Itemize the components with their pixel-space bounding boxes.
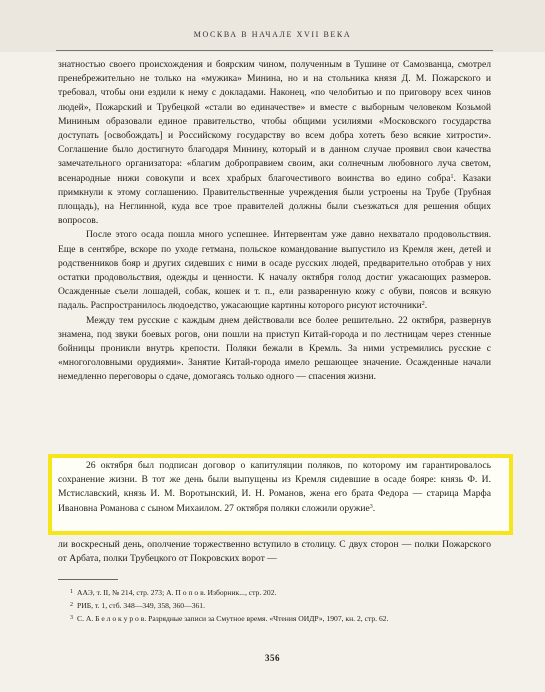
paragraph-tail: . — [424, 300, 428, 312]
paragraph-3 — [58, 314, 491, 385]
footnote-rule — [58, 579, 118, 580]
paragraph-2 — [58, 228, 491, 313]
footnote-number: 3 — [70, 615, 73, 622]
footnote-text: ААЭ, т. II, № 214, стр. 273; А. П о п о в. Изборник..., стр. 202. — [77, 588, 277, 597]
body-text — [58, 58, 491, 385]
highlighted-text — [58, 459, 491, 516]
paragraph-text: 26 октября был подписан договор о капитуляции поляков, по которому им гарантировалось сохранение жизни. В тот же день были выпущены из Кремля сидевшие в осаде бояре: князь Ф. И. Мстиславский, князь И. М. Воротынский, И. Н. Романов, жена его брата Федора — старица Марфа Ивановна Романова с сыном Михаилом. 27 октября поляки сложили оружие — [58, 460, 491, 514]
running-head: МОСКВА В НАЧАЛЕ XVII ВЕКА — [193, 30, 352, 39]
paragraph-1 — [58, 58, 491, 228]
paragraph-tail: . Казаки примкнули к этому соглашению. Правительственные учреждения были устроены на Трубе (Трубная площадь), на Неглинной, куда все трое правителей должны были съезжаться для решения общих вопросов. — [58, 172, 492, 227]
footnote-2 — [70, 599, 491, 612]
paragraph-tail: . — [372, 502, 376, 514]
footnote-3 — [70, 612, 491, 625]
footnote-1 — [70, 586, 491, 599]
paragraph-text: Между тем русские с каждым днем действовали все более решительно. 22 октября, развернув знамена, под звуки боевых рогов, они пошли на приступ Китай-города и по лестницам через стенные бойницы проникли внутрь крепости. Поляки бежали в Кремль. За ними устремились русские с «многоголовными орудиями». Занятие Китай-города имело решающее значение. Осажденные начали немедленно переговоры о сдаче, домогаясь только одного — спасения жизни. — [58, 314, 491, 383]
continued-paragraph — [58, 538, 491, 566]
header-band — [0, 0, 545, 52]
continued-text: ли воскресный день, ополчение торжественно вступило в столицу. С двух сторон — полки Пожарского от Арбата, полки Трубецкого от Покровских ворот — — [58, 539, 491, 565]
page-number: 356 — [265, 653, 280, 663]
footnote-text: РИБ, т. 1, стб. 348—349, 358, 360—361. — [77, 601, 205, 611]
footnote-number: 1 — [70, 589, 73, 595]
footnotes — [70, 586, 491, 626]
header-rule — [56, 50, 493, 51]
highlighted-paragraph — [58, 459, 491, 516]
footnote-ref: 3 — [369, 503, 373, 510]
footnote-ref: 2 — [421, 301, 425, 308]
footnote-text: С. А. Б е л о к у р о в. Разрядные записи за Смутное время. «Чтения ОИДР», 1907, кн. 2, стр. 62. — [77, 614, 389, 624]
paragraph-text: После этого осада пошла много успешнее. Интервентам уже давно нехватало продовольствия. Еще в сентябре, вскоре по уходе гетмана, польское командование выпустило из Кремля жен, детей и родственников бояр и других сидевших с ними в осаде русских людей, предварительно отобрав у них остатки продовольствия, одежды и ценности. К началу октября голод достиг ужасающих размеров. Осажденные съели лошадей, собак, кошек и т. п., ели разваренную кожу с обуви, поясов и всякую падаль. Распространилось людоедство, ужасающие картины которого рисуют источники — [58, 229, 491, 312]
paragraph-text: знатностью своего происхождения и боярским чином, полученным в Тушине от Самозванца, смотрел пренебрежительно не только на «мужика» Минина, но и на стольника князя Д. М. Пожарского и требовал, чтобы они ездили к нему с докладами. Наконец, «по челобитью и по приговору всех чинов людей», Пожарский и Трубецкой «стали во единачестве» и вместе с выборным человеком Козьмой Мининым образовали единое правительство, чтобы общими усилиями «Московского государства доступать [освобождать] и Российскому государству во всем добра хотеть безо всякие хитрости». Соглашение было достигнуто благодаря Минину, который и в данном случае проявил свои качества замечательного организатора: «благим доброправием своим, аки солнечным любовного луча светом, всенародные нижи совокупи и всех храбрых благочестивого воинства во едино собра — [58, 59, 491, 184]
footnote-ref: 1 — [450, 173, 454, 180]
footnote-number: 2 — [70, 602, 73, 609]
